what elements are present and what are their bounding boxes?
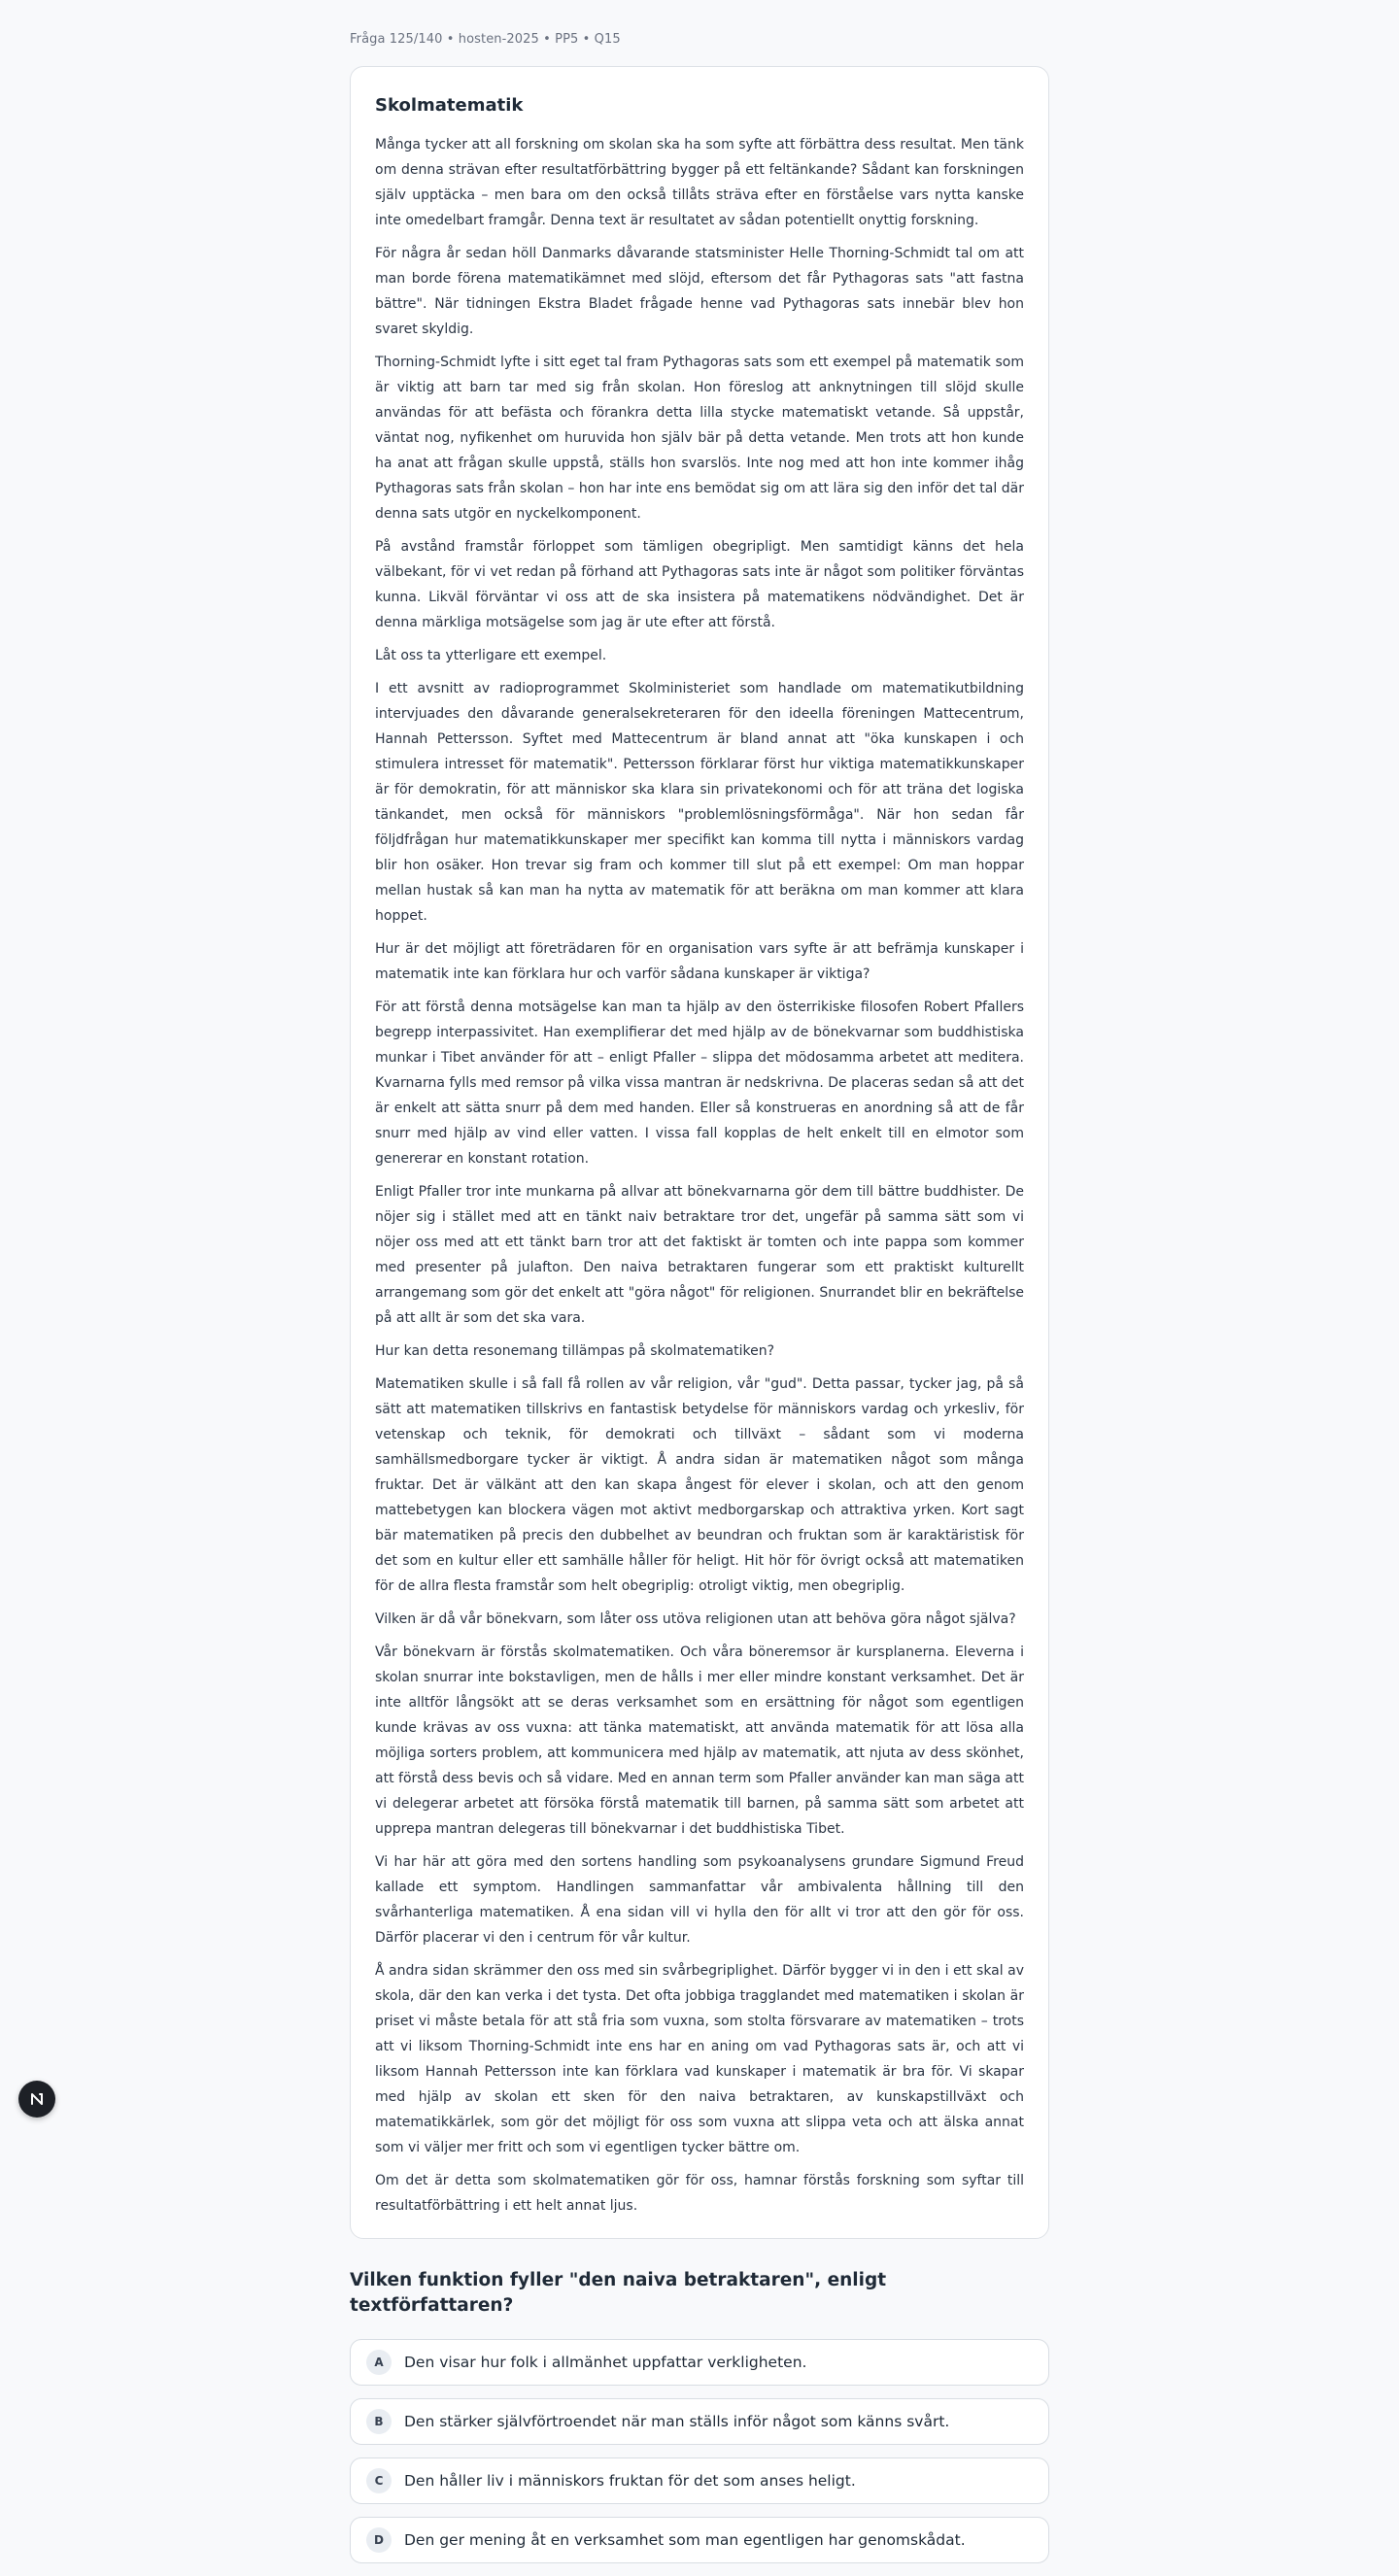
passage-paragraph: Enligt Pfaller tror inte munkarna på allvar att bönekvarnarna gör dem till bättre buddhister. De nöjer sig i stället med att en tänkt naiv betraktare tror det, ungefär på samma sätt som vi nöjer oss med att ett tänkt barn tror att det faktiskt är tomten och inte pappa som kommer med presenter på julafton. Den naiva betraktaren fungerar som ett praktiskt kulturellt arrangemang som gör det enkelt att "göra något" för religionen. Snurrandet blir en bekräftelse på att allt är som det ska vara. [375, 1184, 1024, 1326]
passage-title: Skolmatematik [375, 95, 524, 116]
passage-paragraph: Många tycker att all forskning om skolan ska ha som syfte att förbättra dess resultat. Men tänk om denna strävan efter resultatförbättring bygger på ett feltänkande? Sådant kan forskningen själv upptäcka – men bara om den också tillåts sträva efter en förståelse vars nytta kanske inte omedelbart framgår. Denna text är resultatet av sådan potentiellt onyttig forskning. [375, 137, 1024, 228]
option-letter: D [366, 2527, 392, 2553]
passage-paragraph: För några år sedan höll Danmarks dåvarande statsminister Helle Thorning-Schmidt tal om att man borde förena matematikämnet med slöjd, eftersom det får Pythagoras sats "att fastna bättre". När tidningen Ekstra Bladet frågade henne vad Pythagoras sats innebär blev hon svaret skyldig. [375, 246, 1024, 337]
option-text: Den stärker självförtroendet när man ställs inför något som känns svårt. [404, 2413, 950, 2430]
answer-option-c[interactable] [350, 2457, 1049, 2504]
passage-paragraph: Matematiken skulle i så fall få rollen av vår religion, vår "gud". Detta passar, tycker jag, på så sätt att matematiken tillskrivs en fantastisk betydelse för människors vardag och yrkesliv, för vetenskap och teknik, för demokrati och tillväxt – sådant som vi moderna samhällsmedborgare tycker är viktigt. Å andra sidan är matematiken något som många fruktar. Det är välkänt att den kan skapa ångest för elever i skolan, och att den genom mattebetygen kan blockera vägen mot aktivt medborgarskap och attraktiva yrken. Kort sagt bär matematiken på precis den dubbelhet av beundran och fruktan som är karaktäristisk för det som en kultur eller ett samhälle håller för heligt. Hit hör för övrigt också att matematiken för de allra flesta framstår som helt obegriplig: otroligt viktig, men obegriplig. [375, 1376, 1024, 1594]
passage-paragraph: Hur är det möjligt att företrädaren för en organisation vars syfte är att befrämja kunskaper i matematik inte kan förklara hur och varför sådana kunskaper är viktiga? [375, 941, 1024, 982]
passage-paragraph: Vår bönekvarn är förstås skolmatematiken. Och våra böneremsor är kursplanerna. Eleverna i skolan snurrar inte bokstavligen, men de hålls i mer eller mindre konstant verksamhet. Det är inte alltför långsökt att se deras verksamhet som en ersättning för något som egentligen kunde krävas av oss vuxna: att tänka matematiskt, att använda matematik för att lösa alla möjliga sorters problem, att kommunicera med hjälp av matematik, att njuta av dess skönhet, att förstå dess bevis och så vidare. Med en annan term som Pfaller använder kan man säga att vi delegerar arbetet att försöka förstå matematik till barnen, på samma sätt som arbetet att upprepa mantran delegeras till bönekvarnar i det buddhistiska Tibet. [375, 1644, 1024, 1837]
question-meta: Fråga 125/140 • hosten-2025 • PP5 • Q15 [350, 32, 621, 47]
option-text: Den håller liv i människors fruktan för det som anses heligt. [404, 2472, 856, 2490]
passage-card [350, 66, 1049, 2239]
passage-paragraph: Thorning-Schmidt lyfte i sitt eget tal fram Pythagoras sats som ett exempel på matematik som är viktig att barn tar med sig från skolan. Hon föreslog att anknytningen till slöjd skulle användas för att befästa och förankra detta lilla stycke matematiskt vetande. Så uppstår, väntat nog, nyfikenhet om huruvida hon själv bär på detta vetande. Men trots att hon kunde ha anat att frågan skulle uppstå, ställs hon svarslös. Inte nog med att hon inte kommer ihåg Pythagoras sats från skolan – hon har inte ens bemödat sig om att lära sig den inför det tal där denna sats utgör en nyckelkomponent. [375, 355, 1024, 522]
floating-app-button[interactable] [18, 2081, 55, 2118]
passage-paragraph: Vilken är då vår bönekvarn, som låter oss utöva religionen utan att behöva göra något själva? [375, 1611, 1016, 1627]
option-letter: C [366, 2468, 392, 2493]
option-letter: A [366, 2350, 392, 2375]
answer-option-d[interactable] [350, 2517, 1049, 2563]
passage-paragraph: Å andra sidan skrämmer den oss med sin svårbegriplighet. Därför bygger vi in den i ett skal av skola, där den kan verka i det tysta. Det ofta jobbiga tragglandet med matematiken i skolan är priset vi måste betala för att stå fria som vuxna, som stolta försvarare av matematiken – trots att vi liksom Thorning-Schmidt inte ens har en aning om vad Pythagoras sats är, och att vi liksom Hannah Pettersson inte kan förklara vad kunskaper i matematik är bra för. Vi skapar med hjälp av skolan ett sken för den naiva betraktaren, av kunskapstillväxt och matematikkärlek, som gör det möjligt för oss som vuxna att slippa veta och att älska annat som vi väljer mer fritt och som vi egentligen tycker bättre om. [375, 1963, 1024, 2155]
option-letter: B [366, 2409, 392, 2434]
option-text: Den visar hur folk i allmänhet uppfattar verkligheten. [404, 2354, 807, 2371]
passage-paragraph: Hur kan detta resonemang tillämpas på skolmatematiken? [375, 1343, 775, 1359]
passage-paragraph: På avstånd framstår förloppet som tämligen obegripligt. Men samtidigt känns det hela välbekant, för vi vet redan på förhand att Pythagoras sats inte är något som politiker förväntas kunna. Likväl förväntar vi oss att de ska insistera på matematikens nödvändighet. Det är denna märkliga motsägelse som jag är ute efter att förstå. [375, 539, 1024, 630]
option-text: Den ger mening åt en verksamhet som man egentligen har genomskådat. [404, 2531, 966, 2549]
answer-option-a[interactable] [350, 2339, 1049, 2386]
passage-paragraph: För att förstå denna motsägelse kan man ta hjälp av den österrikiske filosofen Robert Pfallers begrepp interpassivitet. Han exemplifierar det med hjälp av de bönekvarnar som buddhistiska munkar i Tibet använder för att – enligt Pfaller – slippa det mödosamma arbetet att meditera. Kvarnarna fylls med remsor på vilka vissa mantran är nedskrivna. De placeras sedan så att det är enkelt att sätta snurr på dem med handen. Eller så konstrueras en anordning så att de får snurr med hjälp av vind eller vatten. I vissa fall kopplas de helt enkelt till en elmotor som genererar en konstant rotation. [375, 1000, 1024, 1167]
passage-paragraph: Vi har här att göra med den sortens handling som psykoanalysens grundare Sigmund Freud kallade ett symptom. Handlingen sammanfattar vår ambivalenta hållning till den svårhanterliga matematiken. Å ena sidan vill vi hylla den för allt vi tror att den gör för oss. Därför placerar vi den i centrum för vår kultur. [375, 1854, 1024, 1946]
passage-paragraph: I ett avsnitt av radioprogrammet Skolministeriet som handlade om matematikutbildning intervjuades den dåvarande generalsekreteraren för den ideella föreningen Mattecentrum, Hannah Pettersson. Syftet med Mattecentrum är bland annat att "öka kunskapen i och stimulera intresset för matematik". Pettersson förklarar först hur viktiga matematikkunskaper är för demokratin, för att människor ska klara sin privatekonomi och för att träna det logiska tänkandet, men också för människors "problemlösningsförmåga". När hon sedan får följdfrågan hur matematikkunskaper mer specifikt kan komma till nytta i människors vardag blir hon osäker. Hon trevar sig fram och kommer till slut på ett exempel: Om man hoppar mellan hustak så kan man ha nytta av matematik för att beräkna om man kommer att klara hoppet. [375, 681, 1024, 924]
passage-paragraph: Om det är detta som skolmatematiken gör för oss, hamnar förstås forskning som syftar till resultatförbättring i ett helt annat ljus. [375, 2173, 1024, 2214]
question-text: Vilken funktion fyller "den naiva betraktaren", enligt textförfattaren? [350, 2270, 887, 2316]
answer-option-b[interactable] [350, 2398, 1049, 2445]
n-logo-icon [29, 2091, 45, 2107]
passage-paragraph: Låt oss ta ytterligare ett exempel. [375, 648, 607, 663]
answer-options [350, 2339, 1049, 2563]
main-column [350, 0, 1049, 2576]
